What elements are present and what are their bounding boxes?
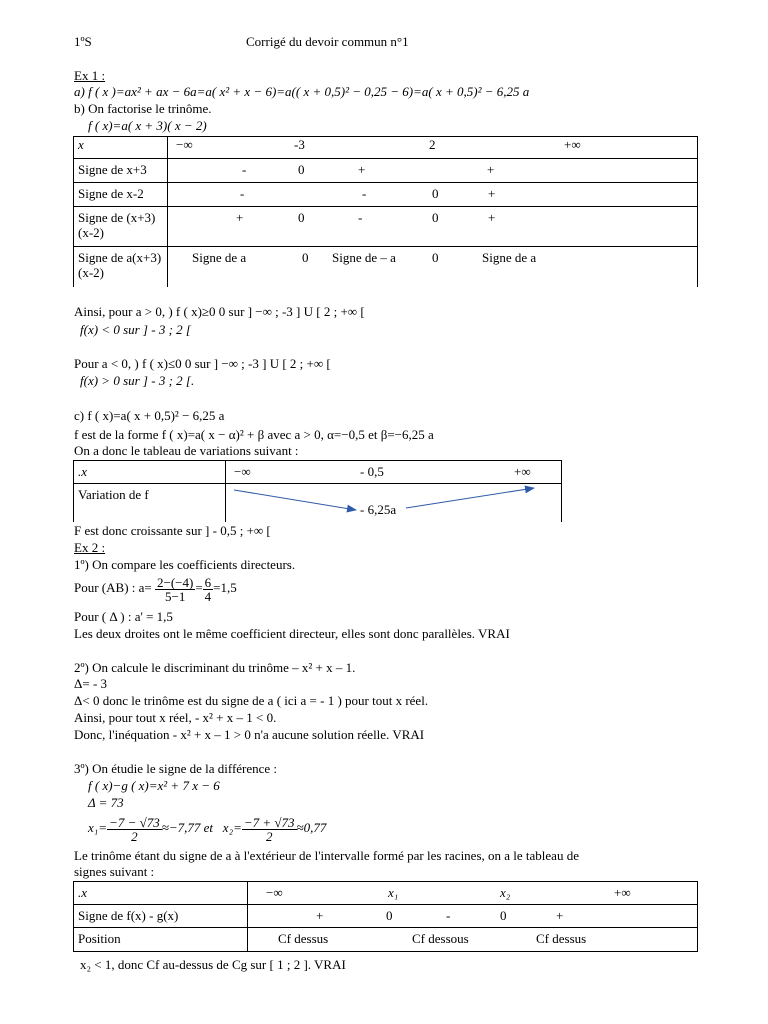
table1-cell: 0	[432, 186, 439, 201]
class-label: 1ºS	[74, 34, 92, 49]
exercise-2-title: Ex 2 :	[74, 540, 106, 555]
ex2-q3-explanation: Le trinôme étant du signe de a à l'extérieur de l'intervalle formé par les racines, on a le tableau de	[74, 848, 579, 863]
table2-header-cell: +∞	[514, 464, 531, 479]
table3-cell: 0	[386, 908, 393, 923]
ex2-slope-delta: Pour ( Δ ) : a' = 1,5	[74, 609, 173, 624]
ex2-q3: 3º) On étudie le signe de la différence :	[74, 761, 278, 776]
table3-header-cell: x₂	[500, 885, 511, 900]
ex2-q3-conclusion: x₂ < 1, donc Cf au-dessus de Cg sur [ 1 ; 2 ]. VRAI	[80, 957, 346, 972]
table1-cell: +	[488, 186, 496, 201]
table2-header-cell: - 0,5	[360, 464, 384, 479]
table1-header-cell: +∞	[564, 137, 581, 152]
ex2-q3-roots: x₁= $\frac{-7 - √73}{2}$ ≈−7,77 et x₂= $\frac{-7 + √73}{2}$ ≈0,77	[88, 814, 327, 844]
table3-cell: 0	[500, 908, 507, 923]
table1-cell: -	[240, 186, 245, 201]
table1-header-cell: 2	[429, 137, 436, 152]
increasing-arrow	[406, 488, 534, 508]
table1-cell: 0	[298, 162, 305, 177]
minimum-value: - 6,25a	[360, 502, 397, 517]
table1-header-x: x	[74, 137, 168, 159]
table3-row-label: Position	[74, 928, 248, 952]
decreasing-arrow	[234, 490, 356, 510]
ex1-canonical-form: f est de la forme f ( x)=a( x − α)² + β avec a > 0, α=−0,5 et β=−6,25 a	[74, 427, 434, 442]
ex1-monotony: F est donc croissante sur ] - 0,5 ; +∞ [	[74, 523, 271, 538]
exercise-1-title: Ex 1 :	[74, 68, 106, 83]
ex2-slope-ab: Pour (AB) : a= $\frac{2-(-4)}{5-1}$ = $\frac{6}{4}$ =1,5	[74, 574, 237, 604]
variation-table	[73, 460, 562, 522]
conclusion-a-negative: Pour a < 0, ) f ( x)≤0 0 sur ] −∞ ; -3 ] U [ 2 ; +∞ [	[74, 356, 331, 371]
table1-row-label: Signe de (x+3)(x-2)	[74, 207, 168, 247]
table1-cell: +	[487, 162, 495, 177]
table3-header-cell: x₁	[388, 885, 399, 900]
table1-cell: +	[488, 210, 496, 225]
ex2-q1-conclusion: Les deux droites ont le même coefficient directeur, elles sont donc parallèles. VRAI	[74, 626, 510, 641]
table3-header-cell: −∞	[266, 885, 283, 900]
table3-cell: -	[446, 908, 451, 923]
ex2-q2-discriminant: Δ= - 3	[74, 676, 108, 691]
table1-row-label: Signe de a(x+3)(x-2)	[74, 247, 168, 287]
table1-header-cell: −∞	[176, 137, 193, 152]
table1-cell: Signe de a	[192, 250, 247, 265]
ex1-part-b: b) On factorise le trinôme.	[74, 101, 212, 116]
table1-row-label: Signe de x+3	[74, 159, 168, 183]
ex1-variation-intro: On a donc le tableau de variations suivant :	[74, 443, 299, 458]
table3-cell: +	[556, 908, 564, 923]
sign-table-1	[73, 136, 698, 287]
table1-cell: +	[358, 162, 366, 177]
ex2-q2: 2º) On calcule le discriminant du trinôme – x² + x – 1.	[74, 660, 356, 675]
table1-row-label: Signe de x-2	[74, 183, 168, 207]
table3-cell: Cf dessous	[412, 931, 469, 946]
table2-row-label: Variation de f	[74, 484, 226, 523]
table3-header-cell: +∞	[614, 885, 631, 900]
table1-cell: 0	[298, 210, 305, 225]
ex2-q3-difference: f ( x)−g ( x)=x² + 7 x − 6	[88, 778, 220, 793]
table1-cell: Signe de a	[482, 250, 537, 265]
table1-cell: -	[362, 186, 367, 201]
table1-header-cell: -3	[294, 137, 305, 152]
ex2-q2-sign: Δ< 0 donc le trinôme est du signe de a ( ici a = - 1 ) pour tout x réel.	[74, 693, 429, 708]
table3-cell: +	[316, 908, 324, 923]
table3-cell: Cf dessus	[278, 931, 329, 946]
table2-header-x: .x	[74, 461, 226, 484]
table1-cell: Signe de – a	[332, 250, 396, 265]
ex2-q3-explanation-2: signes suivant :	[74, 864, 155, 879]
sign-table-2	[73, 881, 698, 952]
table1-cell: 0	[302, 250, 309, 265]
conclusion-a-positive: Ainsi, pour a > 0, ) f ( x)≥0 0 sur ] −∞ ; -3 ] U [ 2 ; +∞ [	[74, 304, 365, 319]
ex1-factorisation: f ( x)=a( x + 3)( x − 2)	[88, 118, 207, 133]
table3-row-label: Signe de f(x) - g(x)	[74, 905, 248, 928]
ex2-q3-discriminant: Δ = 73	[88, 795, 124, 810]
table1-cell: 0	[432, 210, 439, 225]
conclusion-a-positive-2: f(x) < 0 sur ] - 3 ; 2 [	[80, 322, 191, 337]
table3-header-x: .x	[74, 882, 248, 905]
table2-header-cell: −∞	[234, 464, 251, 479]
ex2-q2-inequality: Ainsi, pour tout x réel, - x² + x – 1 < 0.	[74, 710, 277, 725]
table1-cell: 0	[432, 250, 439, 265]
ex2-q2-conclusion: Donc, l'inéquation - x² + x – 1 > 0 n'a aucune solution réelle. VRAI	[74, 727, 425, 742]
conclusion-a-negative-2: f(x) > 0 sur ] - 3 ; 2 [.	[80, 373, 195, 388]
table1-cell: +	[236, 210, 244, 225]
ex1-part-c: c) f ( x)=a( x + 0,5)² − 6,25 a	[74, 408, 225, 423]
ex1-part-a: a) f ( x )=ax² + ax − 6a=a( x² + x − 6)=a(( x + 0,5)² − 0,25 − 6)=a( x + 0,5)² − 6,25 a	[74, 84, 530, 99]
ex2-q1: 1º) On compare les coefficients directeurs.	[74, 557, 296, 572]
table1-cell: -	[242, 162, 247, 177]
table1-cell: -	[358, 210, 363, 225]
table3-cell: Cf dessus	[536, 931, 587, 946]
page-title: Corrigé du devoir commun n°1	[246, 34, 409, 49]
